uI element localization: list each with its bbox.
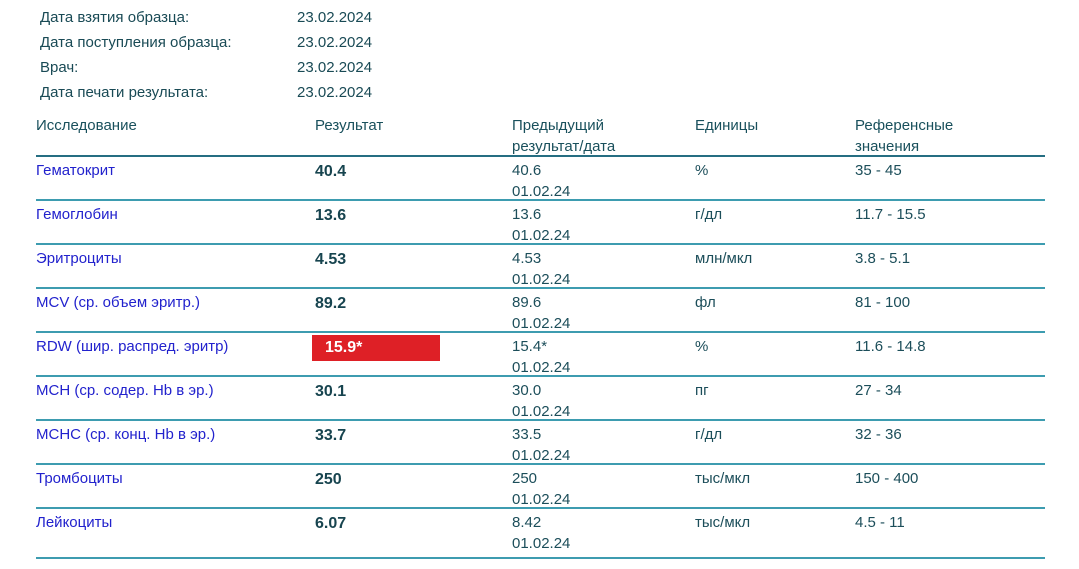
previous-result-date: 01.02.24 xyxy=(512,315,571,332)
results-table xyxy=(36,112,1045,559)
column-header-units: Единицы xyxy=(695,117,759,134)
previous-result-cell xyxy=(512,248,570,290)
previous-result-cell xyxy=(512,160,570,202)
result-cell xyxy=(315,425,346,446)
previous-result-date: 01.02.24 xyxy=(512,359,571,376)
test-name: Лейкоциты xyxy=(36,514,113,531)
units-value: г/дл xyxy=(695,426,723,443)
previous-result-value: 250 xyxy=(512,470,538,487)
info-value: 23.02.2024 xyxy=(297,34,373,51)
result-value: 6.07 xyxy=(315,515,347,532)
column-header-previous: Предыдущий результат/дата xyxy=(512,117,616,155)
previous-result-value: 13.6 xyxy=(512,206,542,223)
result-cell xyxy=(315,205,346,226)
units-value: % xyxy=(695,162,709,179)
reference-range: 27 - 34 xyxy=(855,382,902,399)
previous-result-date: 01.02.24 xyxy=(512,227,571,244)
test-name: MCHC (ср. конц. Hb в эр.) xyxy=(36,426,216,443)
result-value: 33.7 xyxy=(315,427,347,444)
reference-range: 11.6 - 14.8 xyxy=(855,338,926,355)
reference-range: 81 - 100 xyxy=(855,294,911,311)
column-header-reference: Референсные значения xyxy=(855,117,954,155)
result-value: 250 xyxy=(315,471,342,488)
info-row-print-date xyxy=(40,80,372,105)
column-header-result: Результат xyxy=(315,117,384,134)
table-row xyxy=(36,289,1045,333)
previous-result-date: 01.02.24 xyxy=(512,535,571,552)
result-cell xyxy=(315,161,346,182)
previous-result-cell xyxy=(512,292,570,334)
result-value: 89.2 xyxy=(315,295,347,312)
info-label: Дата взятия образца: xyxy=(40,9,190,26)
test-name: MCV (ср. объем эритр.) xyxy=(36,294,201,311)
previous-result-date: 01.02.24 xyxy=(512,403,571,420)
test-name: Гематокрит xyxy=(36,162,115,179)
previous-result-date: 01.02.24 xyxy=(512,447,571,464)
table-row xyxy=(36,509,1045,559)
previous-result-value: 30.0 xyxy=(512,382,542,399)
units-value: тыс/мкл xyxy=(695,470,751,487)
result-cell xyxy=(315,293,346,314)
units-value: пг xyxy=(695,382,709,399)
test-name: Эритроциты xyxy=(36,250,122,267)
units-value: фл xyxy=(695,294,716,311)
info-value: 23.02.2024 xyxy=(297,9,373,26)
previous-result-cell xyxy=(512,380,570,422)
test-name: Тромбоциты xyxy=(36,470,123,487)
result-cell xyxy=(315,381,346,402)
reference-range: 11.7 - 15.5 xyxy=(855,206,926,223)
table-row xyxy=(36,333,1045,377)
previous-result-cell xyxy=(512,512,570,554)
sample-info-block xyxy=(40,5,372,105)
result-value: 13.6 xyxy=(315,207,347,224)
previous-result-cell xyxy=(512,468,570,510)
info-value: 23.02.2024 xyxy=(297,84,373,101)
test-name: RDW (шир. распред. эритр) xyxy=(36,338,229,355)
results-table-header xyxy=(36,112,1045,157)
info-row-sample-taken xyxy=(40,5,372,30)
previous-result-date: 01.02.24 xyxy=(512,491,571,508)
test-name: MCH (ср. содер. Hb в эр.) xyxy=(36,382,214,399)
column-header-test: Исследование xyxy=(36,117,137,134)
info-row-doctor xyxy=(40,55,372,80)
units-value: тыс/мкл xyxy=(695,514,751,531)
table-row xyxy=(36,421,1045,465)
result-cell xyxy=(315,249,346,270)
result-value: 4.53 xyxy=(315,251,347,268)
previous-result-cell xyxy=(512,204,570,246)
previous-result-value: 15.4* xyxy=(512,338,548,355)
previous-result-date: 01.02.24 xyxy=(512,183,571,200)
result-value: 30.1 xyxy=(315,383,347,400)
result-cell xyxy=(315,337,440,361)
info-label: Дата поступления образца: xyxy=(40,34,232,51)
result-cell xyxy=(315,513,346,534)
reference-range: 4.5 - 11 xyxy=(855,514,905,531)
table-row xyxy=(36,157,1045,201)
reference-range: 32 - 36 xyxy=(855,426,902,443)
units-value: г/дл xyxy=(695,206,723,223)
previous-result-cell xyxy=(512,336,570,378)
table-row xyxy=(36,465,1045,509)
info-label: Врач: xyxy=(40,59,79,76)
previous-result-value: 33.5 xyxy=(512,426,542,443)
info-value: 23.02.2024 xyxy=(297,59,373,76)
result-value-flagged: 15.9* xyxy=(312,335,440,361)
reference-range: 3.8 - 5.1 xyxy=(855,250,911,267)
previous-result-cell xyxy=(512,424,570,466)
units-value: % xyxy=(695,338,709,355)
previous-result-value: 8.42 xyxy=(512,514,542,531)
info-label: Дата печати результата: xyxy=(40,84,209,101)
test-name: Гемоглобин xyxy=(36,206,118,223)
reference-range: 150 - 400 xyxy=(855,470,919,487)
previous-result-value: 4.53 xyxy=(512,250,542,267)
previous-result-value: 89.6 xyxy=(512,294,542,311)
info-row-sample-received xyxy=(40,30,372,55)
previous-result-value: 40.6 xyxy=(512,162,542,179)
reference-range: 35 - 45 xyxy=(855,162,902,179)
result-cell xyxy=(315,469,342,490)
table-row xyxy=(36,245,1045,289)
result-value: 40.4 xyxy=(315,163,347,180)
table-row xyxy=(36,201,1045,245)
table-row xyxy=(36,377,1045,421)
units-value: млн/мкл xyxy=(695,250,753,267)
previous-result-date: 01.02.24 xyxy=(512,271,571,288)
